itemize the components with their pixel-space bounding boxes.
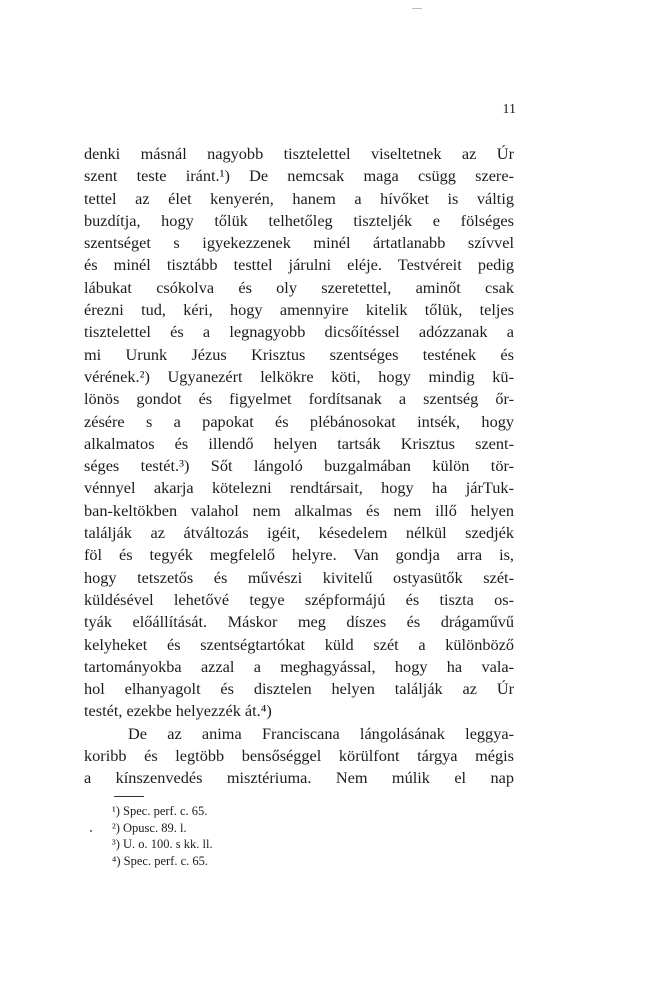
text-line: lábukat csókolva és oly szeretettel, aminőt csak bbox=[84, 277, 514, 297]
scan-mark bbox=[412, 8, 422, 9]
footnote: ¹) Spec. perf. c. 65. bbox=[112, 804, 208, 818]
text-line: kelyheket és szentségtartókat küld szét a különböző bbox=[84, 634, 514, 654]
text-line: találják az átváltozás igéit, késedelem nélkül szedjék bbox=[84, 523, 514, 543]
text-line: tisztelettel és a legnagyobb dicsőítéssel adózzanak a bbox=[84, 322, 514, 342]
text-line: ban-keltökben valahol nem alkalmas és nem illő helyen bbox=[84, 500, 514, 520]
text-line: tyák előállítását. Máskor meg díszes és drágaművű bbox=[84, 612, 514, 632]
text-line: hol elhanyagolt és disztelen helyen találják az Úr bbox=[84, 679, 514, 699]
footnote-rule bbox=[114, 796, 144, 797]
footnote: ⁴) Spec. perf. c. 65. bbox=[112, 853, 208, 868]
page-number: 11 bbox=[502, 102, 516, 117]
text-line: vérének.²) Ugyanezért lelkökre köti, hogy mindig kü- bbox=[84, 366, 514, 386]
footnote: ³) U. o. 100. s kk. ll. bbox=[112, 837, 213, 852]
text-line: és minél tisztább testtel járulni eléje. Testvéreit pedig bbox=[84, 255, 514, 275]
text-line: hogy tetszetős és művészi kivitelű ostyasütők szét- bbox=[84, 567, 514, 587]
scan-speck bbox=[90, 830, 92, 832]
text-line: a kínszenvedés misztériuma. Nem múlik el nap bbox=[84, 768, 514, 788]
text-line: szent teste iránt.¹) De nemcsak maga csügg szere- bbox=[84, 166, 514, 186]
text-line: mi Urunk Jézus Krisztus szentséges testének és bbox=[84, 344, 514, 364]
paragraph-start-line: De az anima Franciscana lángolásának leggya- bbox=[128, 723, 514, 743]
text-line: koribb és legtöbb bensőséggel körülfont tárgya mégis bbox=[84, 746, 514, 766]
text-line: alkalmatos és illendő helyen tartsák Krisztus szent- bbox=[84, 433, 514, 453]
text-line: föl és tegyék megfelelő helyre. Van gondja arra is, bbox=[84, 545, 514, 565]
text-line: küldésével lehetővé tegye szépformájú és tiszta os- bbox=[84, 589, 514, 609]
text-line: lönös gondot és figyelmet fordítsanak a szentség őr- bbox=[84, 389, 514, 409]
text-line: szentséget s igyekezzenek minél ártatlanabb szívvel bbox=[84, 233, 514, 253]
text-line: zésére s a papokat és plébánosokat intsék, hogy bbox=[84, 411, 514, 431]
footnotes bbox=[112, 803, 213, 869]
text-line: érezni tud, kéri, hogy amennyire kitelik tőlük, teljes bbox=[84, 300, 514, 320]
body-text bbox=[84, 143, 514, 790]
text-line: tartományokba azzal a meghagyással, hogy ha vala- bbox=[84, 656, 514, 676]
text-line: séges testét.³) Sőt lángoló buzgalmában külön tör- bbox=[84, 456, 514, 476]
text-line: buzdítja, hogy tőlük telhetőleg tiszteljék e fölséges bbox=[84, 210, 514, 230]
footnote: ²) Opusc. 89. l. bbox=[112, 820, 187, 835]
paragraph-end-line: testét, ezekbe helyezzék át.⁴) bbox=[84, 701, 272, 721]
text-line: denki másnál nagyobb tisztelettel viseltetnek az Úr bbox=[84, 144, 514, 163]
text-line: tettel az élet kenyerén, hanem a hívőket is váltig bbox=[84, 188, 514, 208]
text-line: vénnyel akarja kötelezni rendtársait, hogy ha járTuk- bbox=[84, 478, 514, 498]
